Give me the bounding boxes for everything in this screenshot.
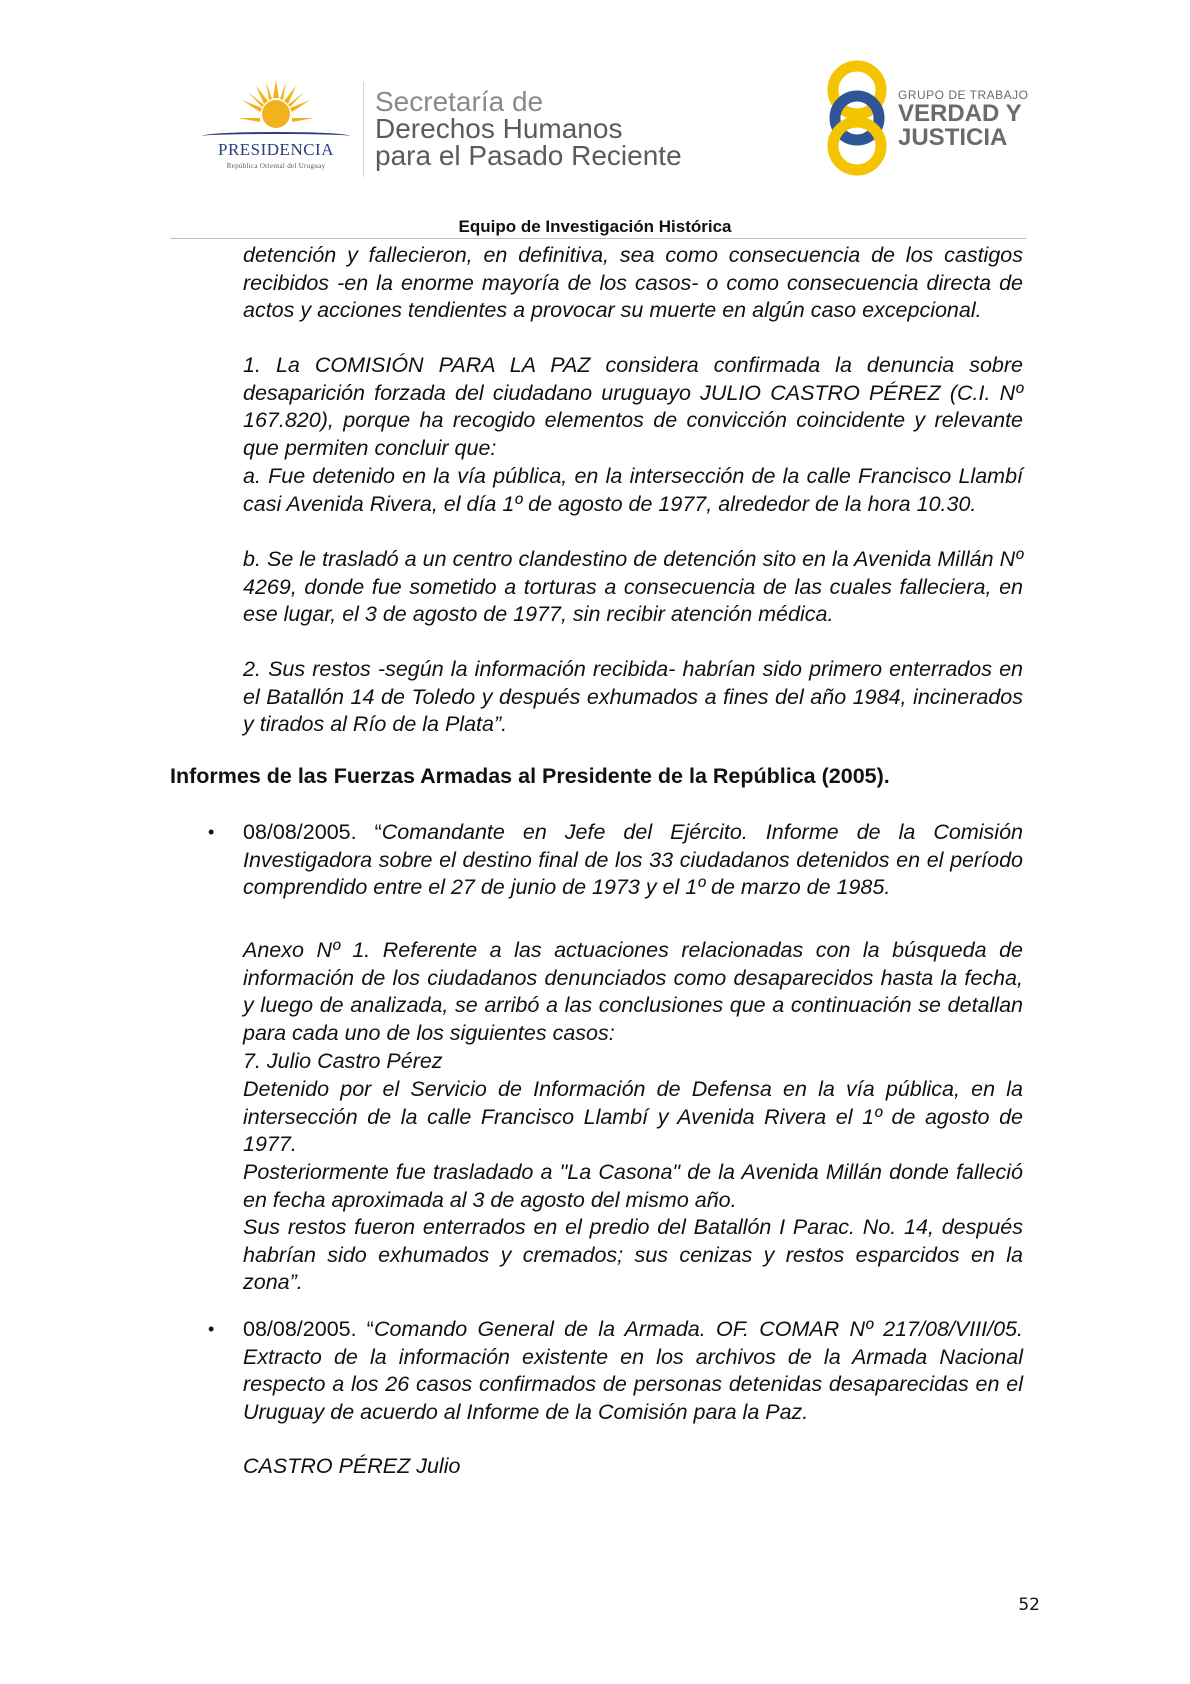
page-number: 52 [1018, 1595, 1040, 1615]
bullet-2-date: 08/08/2005. “ [243, 1317, 374, 1341]
presidencia-subtitle: República Oriental del Uruguay [226, 162, 326, 170]
secretaria-logo-text [375, 88, 682, 169]
bullet-1-remains: Sus restos fueron enterrados en el predio del Batallón I Parac. No. 14, después habrían sido exhumados y cremados; sus cenizas y restos esparcidos en la zona”. [243, 1215, 1023, 1295]
logo-divider [363, 82, 364, 177]
bullet-1-transfer: Posteriormente fue trasladado a "La Casona" de la Avenida Millán donde falleció en fecha aproximada al 3 de agosto del mismo año. [243, 1160, 1023, 1212]
grupo-line2: VERDAD Y [898, 100, 1022, 127]
grupo-line1: GRUPO DE TRABAJO [898, 88, 1029, 102]
bullet-1-marker: • [208, 822, 215, 842]
verdad-justicia-rings-icon [822, 58, 892, 178]
bullet-2-name: CASTRO PÉREZ Julio [243, 1454, 461, 1478]
sun-icon [236, 78, 316, 138]
bullet-1-paragraph [243, 819, 1023, 902]
paragraph-4: b. Se le trasladó a un centro clandestino de detención sito en la Avenida Millán Nº 4269, donde fue sometido a torturas a consecuencia de las cuales falleciera, en ese lugar, el 3 de agosto de 1977, sin recibir atención médica. [243, 547, 1023, 627]
paragraph-3: a. Fue detenido en la vía pública, en la intersección de la calle Francisco Llambí casi Avenida Rivera, el día 1º de agosto de 1977, alrededor de la hora 10.30. [243, 464, 1023, 516]
paragraph-1: detención y fallecieron, en definitiva, sea como consecuencia de los castigos recibidos -en la enorme mayoría de los casos- o como consecuencia directa de actos y acciones tendientes a provocar su muerte en algún caso excepcional. [243, 243, 1023, 323]
bullet-1-text: Comandante en Jefe del Ejército. Informe de la Comisión Investigadora sobre el destino final de los 33 ciudadanos detenidos en el período comprendido entre el 27 de junio de 1973 y el 1º de marzo de 1985. [243, 820, 1023, 900]
presidencia-logo [196, 78, 356, 178]
section-title: Equipo de Investigación Histórica [458, 217, 732, 236]
bullet-2-marker: • [208, 1319, 215, 1339]
bullet-1-annex: Anexo Nº 1. Referente a las actuaciones relacionadas con la búsqueda de información de los ciudadanos denunciados como desaparecidos hasta la fecha, y luego de analizada, se arribó a las conclusiones que a continuación se detallan para cada uno de los siguientes casos: [243, 938, 1023, 1045]
paragraph-5: 2. Sus restos -según la información recibida- habrían sido primero enterrados en el Batallón 14 de Toledo y después exhumados a fines del año 1984, incinerados y tirados al Río de la Plata”. [243, 657, 1023, 737]
section-heading: Informes de las Fuerzas Armadas al Presidente de la República (2005). [170, 764, 890, 788]
bullet-2-text: Comando General de la Armada. OF. COMAR Nº 217/08/VIII/05. Extracto de la información existente en los archivos de la Armada Nacional respecto a los 26 casos confirmados de personas detenidas desaparecidas en el Uruguay de acuerdo al Informe de la Comisión para la Paz. [243, 1317, 1023, 1424]
bullet-1-detention: Detenido por el Servicio de Información de Defensa en la vía pública, en la intersección de la calle Francisco Llambí y Avenida Rivera el 1º de agosto de 1977. [243, 1077, 1023, 1157]
secretaria-line1: Secretaría de [375, 86, 544, 117]
page-header [0, 0, 1190, 240]
presidencia-name: PRESIDENCIA [217, 140, 334, 159]
secretaria-line3: para el Pasado Reciente [375, 140, 682, 171]
bullet-2-paragraph [243, 1316, 1023, 1426]
presidencia-arc [202, 132, 350, 140]
secretaria-line2: Derechos Humanos [375, 113, 623, 144]
paragraph-2: 1. La COMISIÓN PARA LA PAZ considera confirmada la denuncia sobre desaparición forzada del ciudadano uruguayo JULIO CASTRO PÉREZ (C.I. Nº 167.820), porque ha recogido elementos de convicción coincidente y relevante que permiten concluir que: [243, 353, 1023, 460]
bullet-1-date: 08/08/2005. “ [243, 820, 382, 844]
grupo-line3: JUSTICIA [898, 124, 1008, 151]
verdad-justicia-text [898, 88, 1028, 150]
bullet-1-case: 7. Julio Castro Pérez [243, 1049, 443, 1073]
header-rule [170, 238, 1026, 239]
